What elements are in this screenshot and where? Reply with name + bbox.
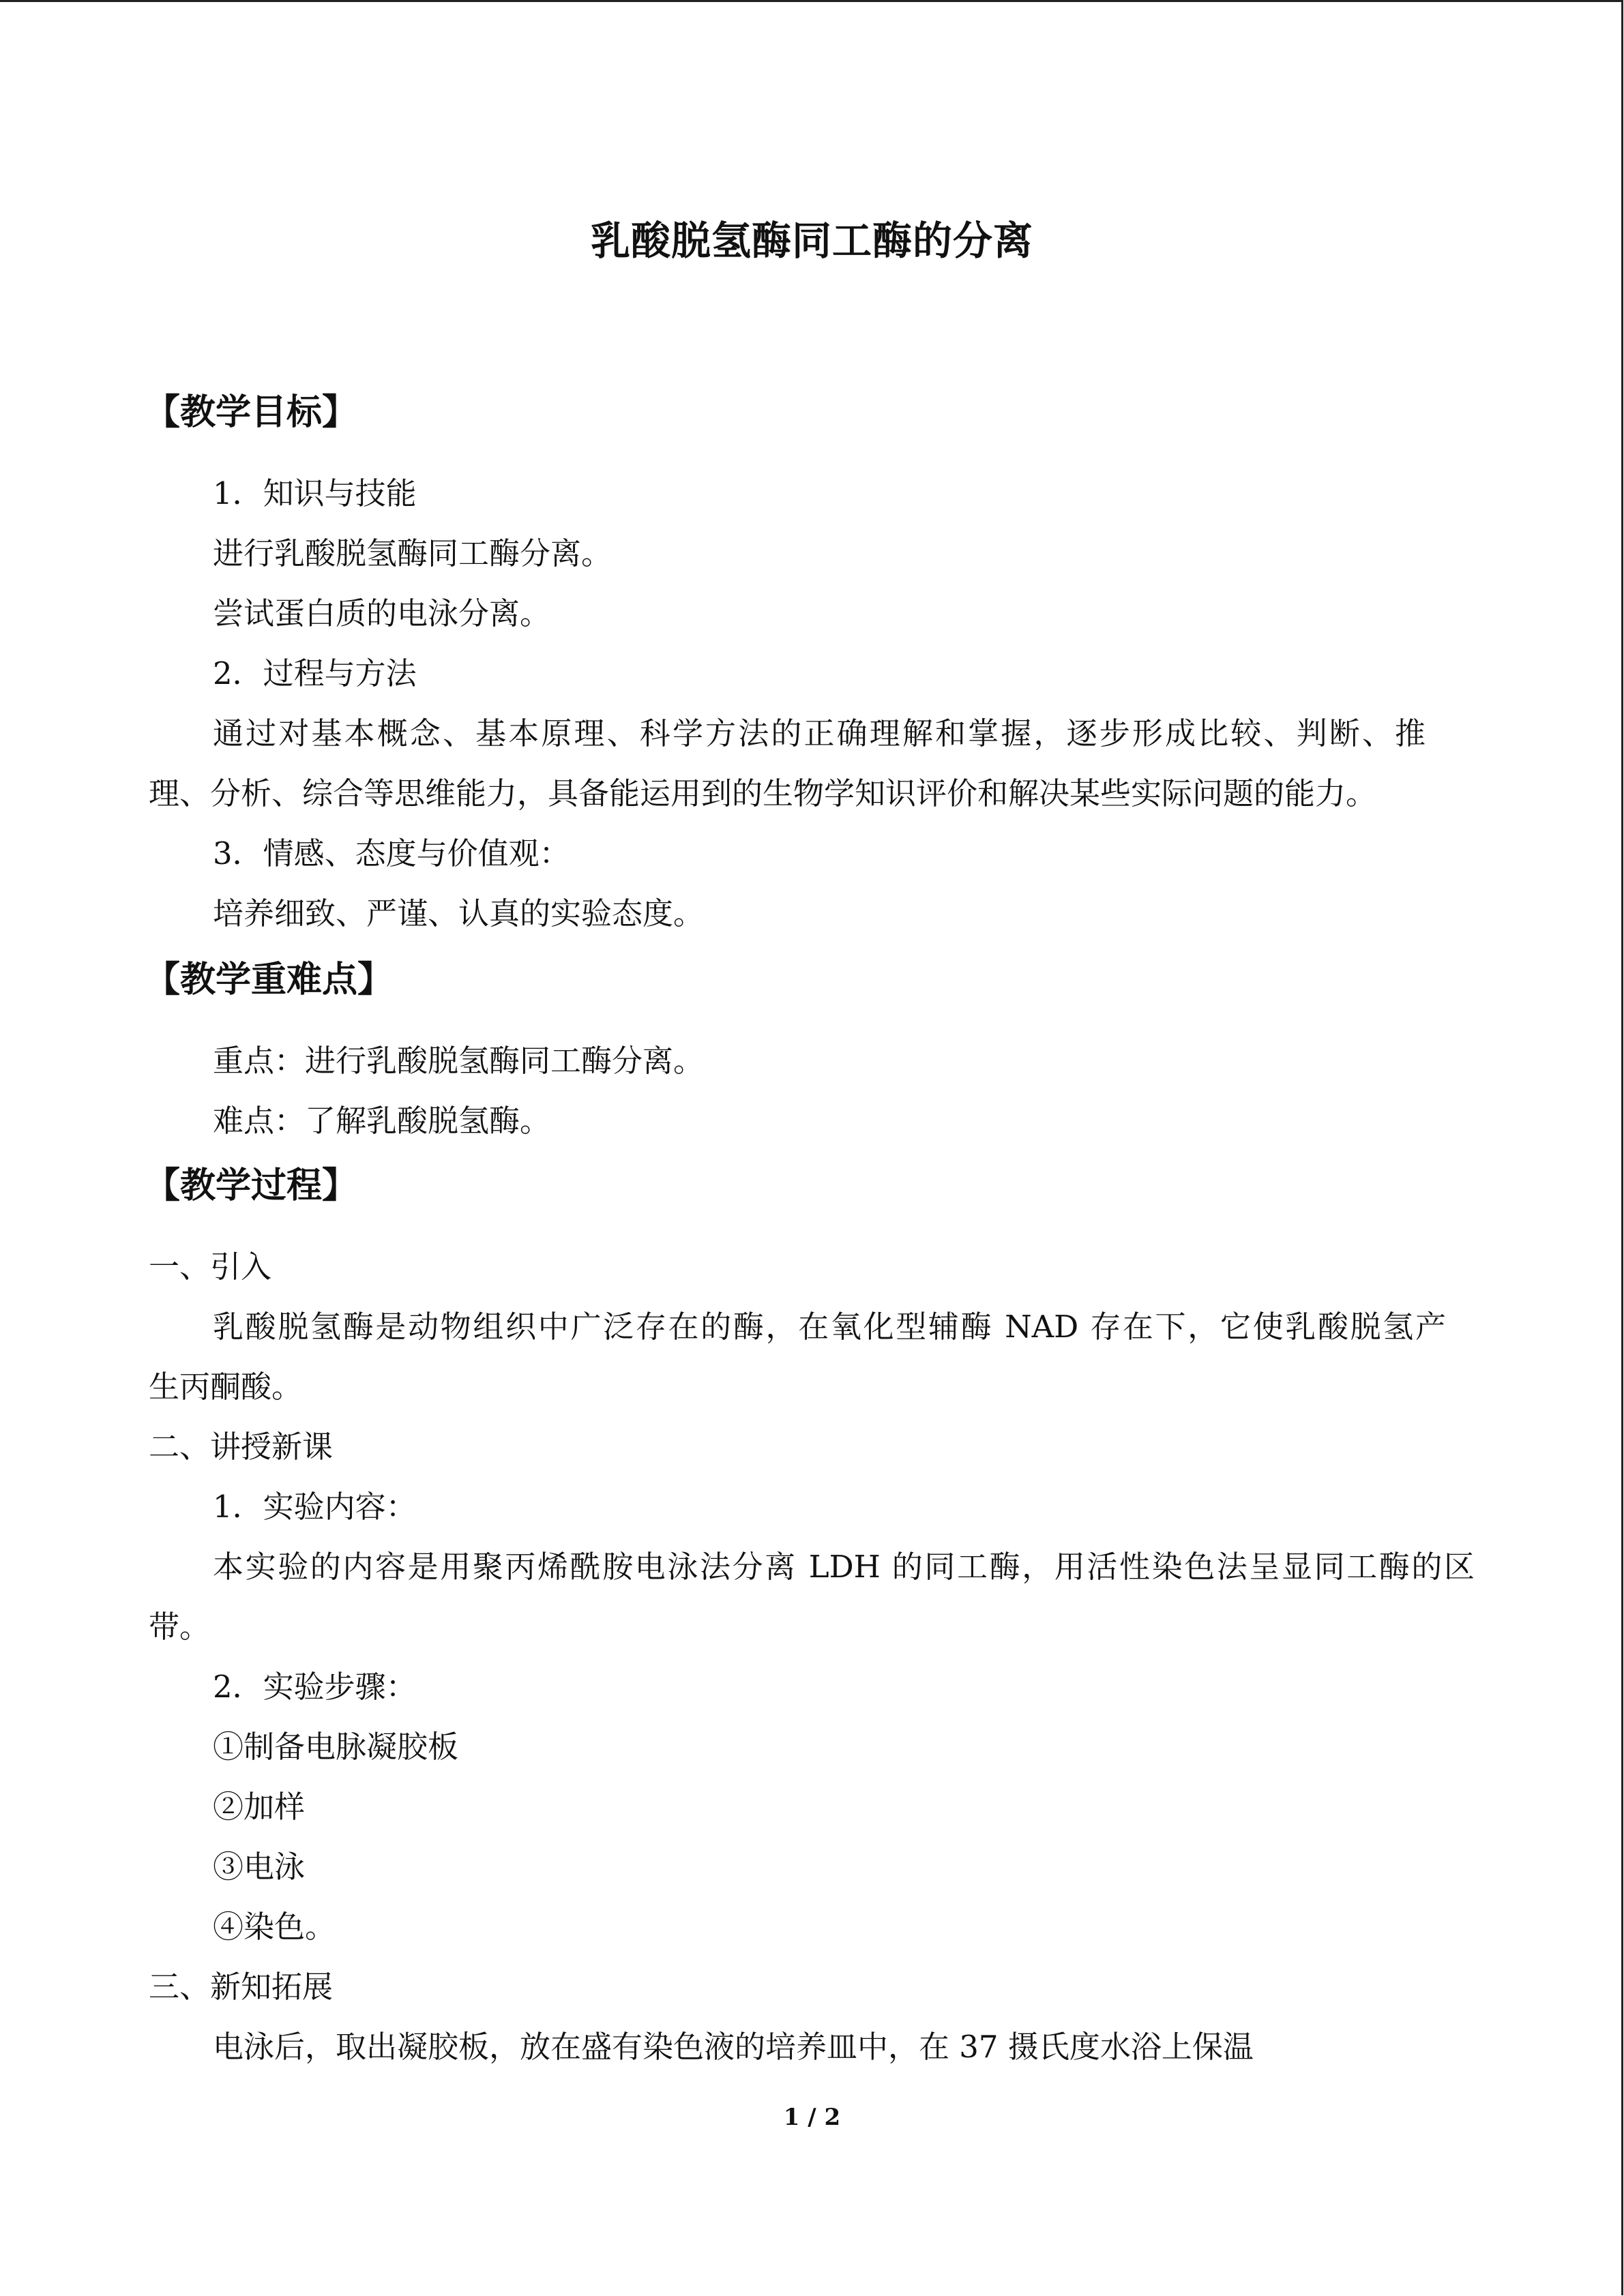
objective-line: 3．情感、态度与价值观：	[213, 835, 570, 871]
objective-line: 通过对基本概念、基本原理、科学方法的正确理解和掌握，逐步形成比较、判断、推	[213, 715, 1426, 751]
process-line: 二、讲授新课	[149, 1429, 334, 1465]
process-line: 生丙酮酸。	[149, 1369, 303, 1405]
process-line: 带。	[149, 1609, 211, 1645]
process-line: 三、新知拓展	[149, 1969, 334, 2005]
objective-line: 进行乳酸脱氢酶同工酶分离。	[213, 535, 612, 571]
process-line: 本实验的内容是用聚丙烯酰胺电泳法分离 LDH 的同工酶，用活性染色法呈显同工酶的区	[213, 1549, 1475, 1585]
section-heading-process: 【教学过程】	[145, 1165, 358, 1206]
objective-line: 尝试蛋白质的电泳分离。	[213, 595, 551, 631]
section-heading-key-points: 【教学重难点】	[145, 959, 394, 1000]
section-heading-objectives: 【教学目标】	[145, 392, 358, 433]
key-point-line: 难点：了解乳酸脱氢酶。	[213, 1103, 551, 1139]
objective-line: 理、分析、综合等思维能力，具备能运用到的生物学知识评价和解决某些实际问题的能力。	[149, 775, 1377, 811]
process-line: ①制备电脉凝胶板	[213, 1729, 459, 1765]
process-line: 一、引入	[149, 1249, 272, 1285]
process-line: ③电泳	[213, 1849, 306, 1885]
objective-line: 培养细致、严谨、认真的实验态度。	[213, 895, 705, 931]
document-title: 乳酸脱氢酶同工酶的分离	[590, 218, 1033, 264]
process-line: ②加样	[213, 1789, 306, 1825]
objective-line: 2．过程与方法	[213, 655, 417, 691]
process-line: 乳酸脱氢酶是动物组织中广泛存在的酶，在氧化型辅酶 NAD 存在下，它使乳酸脱氢产	[213, 1309, 1446, 1345]
process-line: 电泳后，取出凝胶板，放在盛有染色液的培养皿中，在 37 摄氏度水浴上保温	[213, 2029, 1254, 2065]
objective-line: 1．知识与技能	[213, 475, 417, 511]
process-line: 2．实验步骤：	[213, 1669, 417, 1705]
process-line: 1．实验内容：	[213, 1489, 417, 1525]
page-number: 1 / 2	[783, 2104, 841, 2131]
key-point-line: 重点：进行乳酸脱氢酶同工酶分离。	[213, 1043, 705, 1079]
process-line: ④染色。	[213, 1909, 336, 1945]
